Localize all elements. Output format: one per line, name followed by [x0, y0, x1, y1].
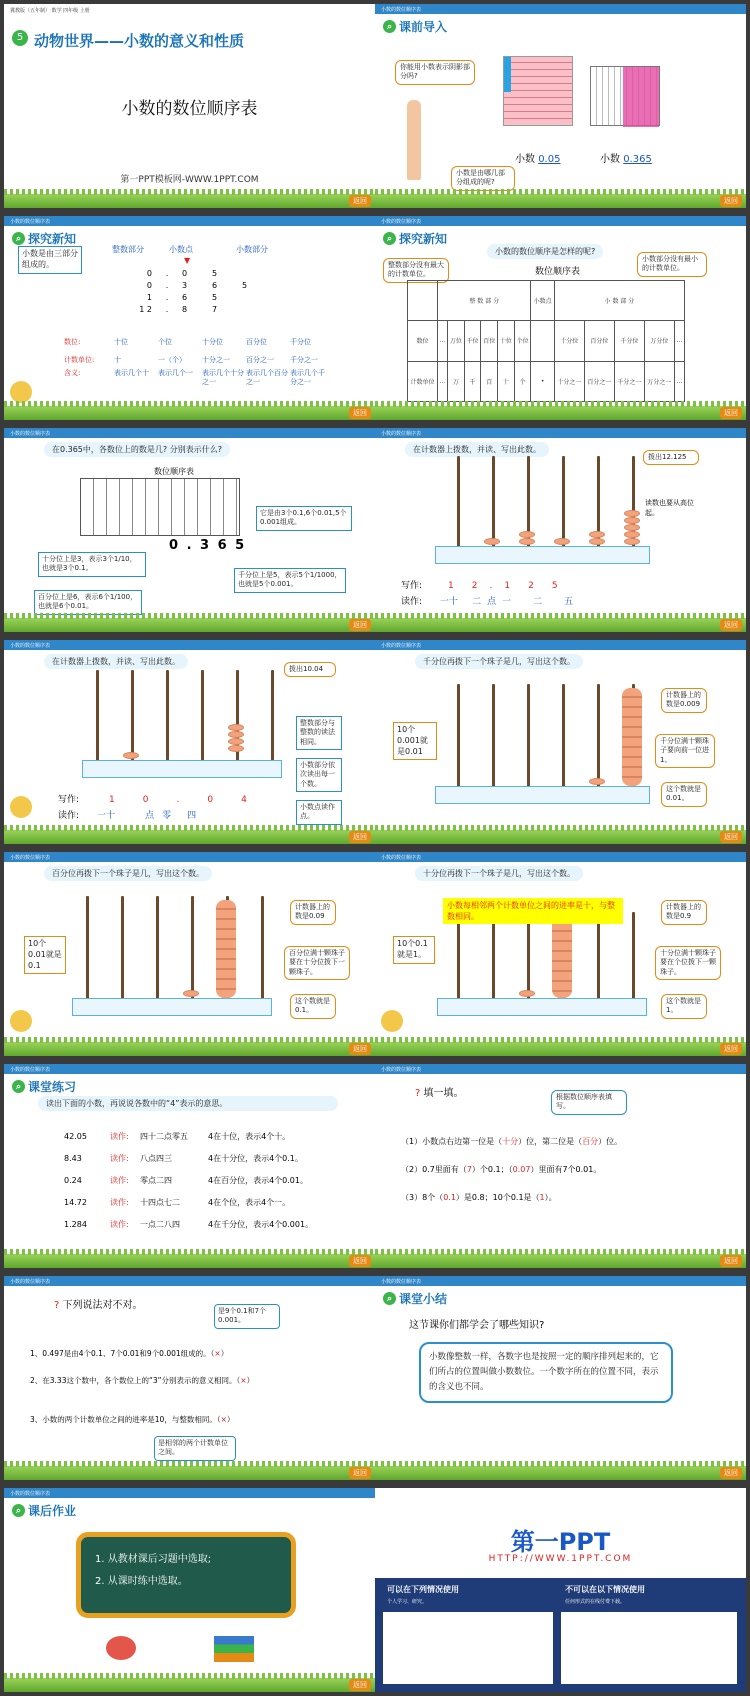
slide-16	[375, 1488, 746, 1692]
slide-13: 小数的数位顺序表 ? 下列说法对不对。 是9个0.1和7个0.001。 1、0.497是由4个0.1、7个0.01和9个0.001组成的。（×） 2、在3.33这个数中，各个数位上的“3”分别表示的意义相同。（×） 3、小数的两个计数单位之间的进率是10，与整数相同。（×） 是相邻的两个计数单位之间。 返回	[4, 1276, 375, 1480]
return-button[interactable]: 返回	[349, 1255, 371, 1267]
highlight-note: 小数每相邻两个计数单位之间的进率是十，与整数相同。	[443, 898, 623, 924]
brand-logo: 第一PPT	[510, 1528, 611, 1556]
brand-url[interactable]: HTTP://WWW.1PPT.COM	[488, 1554, 633, 1564]
return-button[interactable]: 返回	[720, 195, 742, 207]
question-bubble: 你能用小数表示阴影部分吗?	[395, 60, 475, 85]
site-footer: 第一PPT模板网-WWW.1PPT.COM	[120, 175, 259, 185]
search-icon: ⌕	[383, 20, 396, 33]
note-box: 小数是由三部分组成的。	[18, 246, 82, 274]
book-info: 冀教版（五年制） 数学 四年级 上册	[10, 8, 90, 14]
link-list-left	[383, 1612, 553, 1684]
decimal-examples: 0 . 0 5 0 . 3 6 5 1 . 6 5 1 2 . 8 7	[139, 269, 248, 314]
books-icon	[214, 1636, 254, 1662]
question-bubble-2: 小数是由哪几部分组成的呢?	[451, 166, 515, 191]
section-title: ⌕ 课前导入	[383, 18, 447, 35]
return-button[interactable]: 返回	[349, 407, 371, 419]
mini-place-table	[80, 478, 240, 536]
return-button[interactable]: 返回	[349, 619, 371, 631]
thousand-cube	[590, 66, 660, 126]
slide-12: 小数的数位顺序表 ? 填一填。 根据数位顺序表填写。 （1）小数点右边第一位是（十分）位，第二位是（百分）位。 （2）0.7里面有（7）个0.1；（0.07）里面有7个0.01。 （3）8个（0.1）是0.8；10个0.1是（1）。 返回	[375, 1064, 746, 1268]
return-button[interactable]: 返回	[720, 1043, 742, 1055]
grass-decor	[4, 194, 375, 208]
hundred-grid	[503, 56, 573, 126]
unit-number: 5	[12, 30, 28, 46]
link-list-right	[561, 1612, 737, 1684]
slide-5: 小数的数位顺序表 在0.365中，各数位上的数是几? 分别表示什么? 数位顺序表 0 . 3 6 5 它是由3个0.1,6个0.01,5个0.001组成。 十分位上是3，表示3个1/10，也就是3个0.1。 百分位上是6，表示6个1/100，也就是6个0.01。 千分位上是5，表示5个1/1000，也就是5个0.001。 返回	[4, 428, 375, 632]
slide-11: 小数的数位顺序表 ⌕ 课堂练习 读出下面的小数，再说说各数中的“4”表示的意思。 42.05 读作: 四十二点零五 4在十位，表示4个十。 8.43 读作: 八点四三 4在十分位，表示4个0.1。 0.24 读作: 零点二四 4在百分位，表示4个0.01。 14.72 读作: 十四点七二 4在个位，表示4个一。 1.284 读作: 一点二八四 4在千分位，表示4个0.001。 返回	[4, 1064, 375, 1268]
teacher-figure	[407, 100, 421, 180]
return-button[interactable]: 返回	[349, 1679, 371, 1691]
search-icon: ⌕	[383, 232, 396, 245]
arrow-down-icon: ▼	[184, 256, 191, 265]
return-button[interactable]: 返回	[349, 195, 371, 207]
slide-7: 小数的数位顺序表 在计数器上拨数，并读、写出此数。 拨出10.04 整数部分与整数的读法相同。 小数部分依次读出每一个数。 小数点读作点。 写作: 1 0 . 0 4 读作: 一十 点 零 四 返回	[4, 640, 375, 844]
summary-box: 小数像整数一样，各数字也是按照一定的顺序排列起来的，它们所占的位置叫做小数数位。一个数字所在的位置不同，表示的含义也不同。	[419, 1342, 673, 1403]
chalkboard: 1. 从教材课后习题中选取; 2. 从课时练中选取。	[76, 1532, 296, 1618]
slide-14: 小数的数位顺序表 ⌕ 课堂小结 这节课你们都学会了哪些知识? 小数像整数一样，各数字也是按照一定的顺序排列起来的，它们所占的位置叫做小数数位。一个数字所在的位置不同，表示的含义也不同。 返回	[375, 1276, 746, 1480]
lesson-title: 小数的数位顺序表	[121, 99, 258, 119]
question-mark-icon: ?	[54, 1300, 60, 1311]
abacus-base	[435, 546, 650, 564]
slide-9: 小数的数位顺序表 百分位再拨下一个珠子是几，写出这个数。 10个0.01就是0.1 计数器上的数是0.09 百分位满十颗珠子要在十分位拨下一颗珠子。 这个数就是0.1。 返回	[4, 852, 375, 1056]
slide-6: 小数的数位顺序表 在计数器上拨数，并读、写出此数。 拨出12.125 读数也要从高位起。 写作: 12.125 读作: 一十 二 点 一 二 五 返回	[375, 428, 746, 632]
question-mark-icon: ?	[415, 1088, 421, 1099]
return-button[interactable]: 返回	[720, 619, 742, 631]
owl-mascot	[10, 796, 32, 818]
slide-1	[4, 4, 375, 208]
slide-3: 小数的数位顺序表 ⌕ 探究新知 小数是由三部分组成的。 整数部分 小数点 小数部分 ▼ 0 . 0 5 0 . 3 6 5 1 . 6 5 1 2 . 8 7 数位: 十位 个位 十分位 百分位 千分位 计数单位: 十 一（个） 十分之一 百分之一 千分之一 含义: 表示几个十 表示几个一 表示几个十分之一表示几个百分之一表示几个千分之一 返回	[4, 216, 375, 420]
owl-mascot	[10, 381, 32, 403]
search-icon: ⌕	[12, 232, 25, 245]
bead-stack	[622, 688, 642, 786]
return-button[interactable]: 返回	[720, 407, 742, 419]
return-button[interactable]: 返回	[720, 1467, 742, 1479]
usage-panel: 可以在下列情况使用 不可以在以下情况使用 个人学习、研究。 任何形式的在线付费下载。	[375, 1578, 746, 1692]
exercise-list: 42.05 读作: 四十二点零五 4在十位，表示4个十。 8.43 读作: 八点四三 4在十分位，表示4个0.1。 0.24 读作: 零点二四 4在百分位，表示4个0.01。 14.72 读作: 十四点七二 4在个位，表示4个一。 1.284 读作: 一点二八四 4在千分位，表示4个0.001。	[64, 1132, 314, 1229]
unit-title: 动物世界——小数的意义和性质	[34, 32, 245, 50]
header-bar: 小数的数位顺序表	[375, 4, 746, 14]
clock-icon	[106, 1636, 136, 1660]
slide-10: 小数的数位顺序表 十分位再拨下一个珠子是几，写出这个数。 小数每相邻两个计数单位之间的进率是十，与整数相同。 10个0.1就是1。 计数器上的数是0.9 十分位满十颗珠子要在个位拨下一颗珠子。 这个数就是1。 返回	[375, 852, 746, 1056]
search-icon: ⌕	[383, 1292, 396, 1305]
search-icon: ⌕	[12, 1080, 25, 1093]
return-button[interactable]: 返回	[349, 1467, 371, 1479]
slide-2: 小数的数位顺序表 ⌕ 课前导入 你能用小数表示阴影部分吗? 小数 0.05 小数 0.365 小数是由哪几部分组成的呢? 返回	[375, 4, 746, 208]
slide-8: 小数的数位顺序表 千分位再拨下一个珠子是几，写出这个数。 10个0.001就是0.01 计数器上的数是0.009 千分位满十颗珠子要向前一位进1。 这个数就是0.01。 返回	[375, 640, 746, 844]
slide-4: 小数的数位顺序表 ⌕ 探究新知 小数的数位顺序是怎样的呢? 整数部分没有最大的计数单位。 小数部分没有最小的计数单位。 数位顺序表 整 数 部 分 小数点 小 数 部 分 数位 … 万位 千位 百位 十位 个位 十分位 百分位 千分位 万分位 … 计数单位 … 万 千 百 十 个 • 十分之一 百分之一 千分之一 万分之一 … 返回	[375, 216, 746, 420]
return-button[interactable]: 返回	[349, 831, 371, 843]
return-button[interactable]: 返回	[720, 1255, 742, 1267]
place-value-table: 整 数 部 分 小数点 小 数 部 分 数位 … 万位 千位 百位 十位 个位 十分位 百分位 千分位 万分位 … 计数单位 … 万 千 百 十 个 • 十分之一 百分之一 千分之一 万分之一 …	[407, 280, 685, 402]
return-button[interactable]: 返回	[720, 831, 742, 843]
slide-15: 小数的数位顺序表 ⌕ 课后作业 1. 从教材课后习题中选取; 2. 从课时练中选取。 返回	[4, 1488, 375, 1692]
return-button[interactable]: 返回	[349, 1043, 371, 1055]
search-icon: ⌕	[12, 1504, 25, 1517]
